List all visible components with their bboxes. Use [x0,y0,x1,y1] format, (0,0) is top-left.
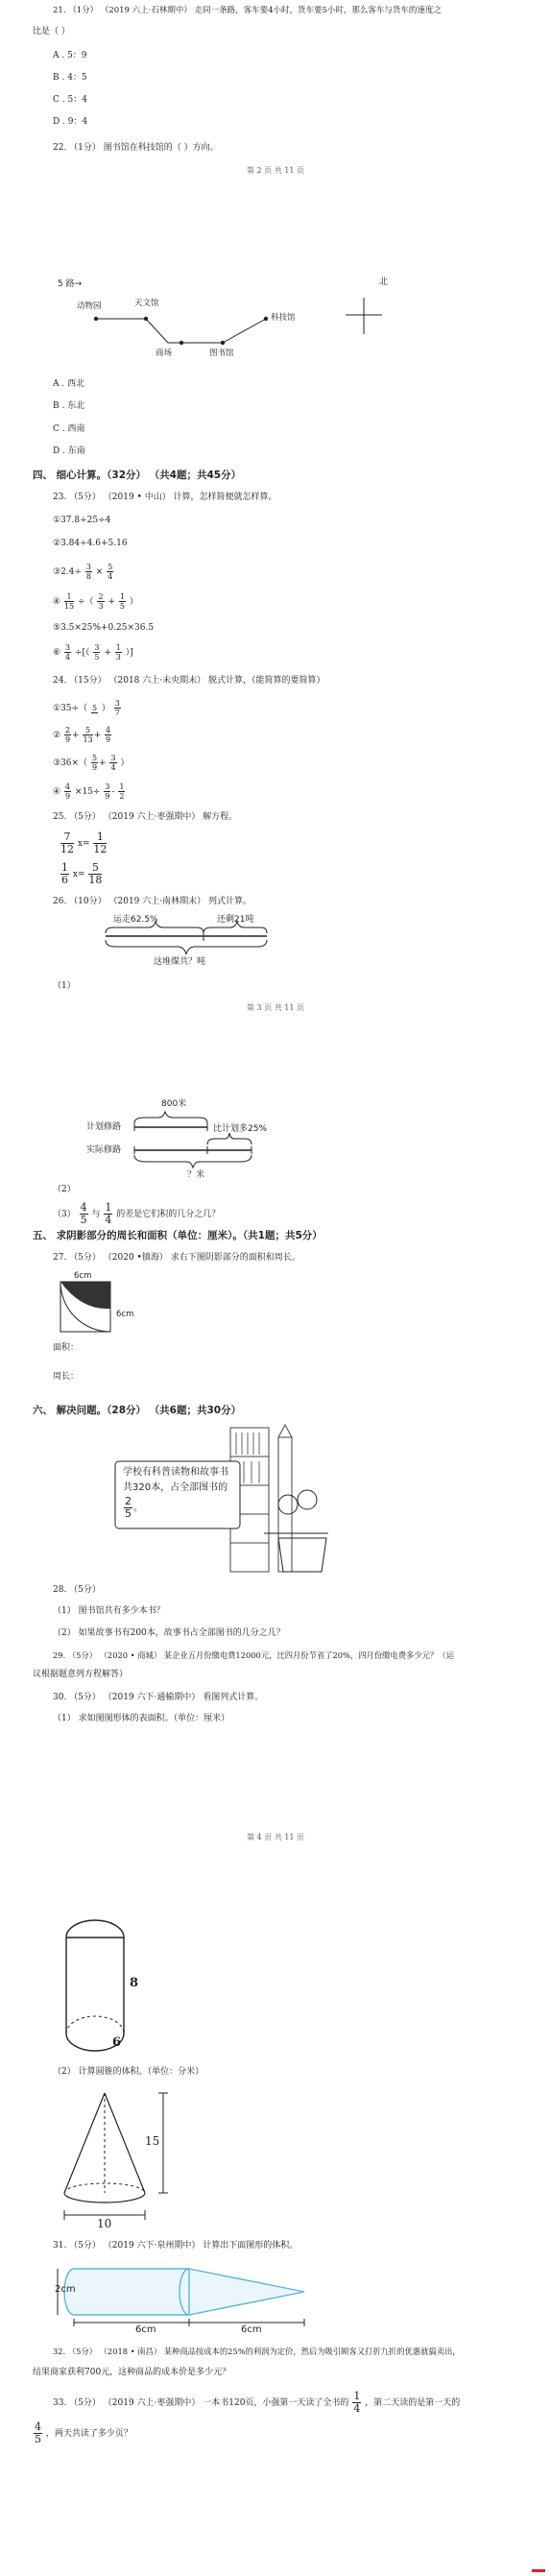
fraction [64,782,71,801]
map-place-zoo: 动物园 [77,301,102,311]
fraction [109,754,116,772]
numerator: 3 [110,754,116,762]
dim-side-label: 6cm [116,1310,134,1319]
operator: ÷（ [78,597,94,607]
q24-item-4: ④ $\frac{4}{9}$ ×15÷ $\frac{3}{9}$ - $\frac{1}{2}$ [53,782,125,801]
road-length-label: 800米 [161,1099,187,1109]
q25-equation-2 [60,862,103,886]
q21-option-a[interactable]: A . 5：9 [53,51,87,60]
map-place-library: 图书馆 [209,349,234,358]
numerator: 5 [91,703,98,712]
fraction [93,831,107,855]
numerator: 1 [119,592,125,601]
q33-line [53,2391,460,2415]
q24-text: 24. （15分） （2018 六上·未央期末） 脱式计算，（能简算的要简算） [53,676,325,686]
numerator: 4 [106,726,111,734]
numerator: 3 [105,782,110,791]
fraction [80,1202,88,1226]
item-prefix: ② [53,731,61,740]
road-diagram-svg [0,1104,551,1191]
denominator: 5 [80,1214,87,1226]
q21-option-c[interactable]: C . 5：4 [53,95,87,105]
q21-line2: 比是（ ） [33,27,70,36]
q33-text-middle: ，第二天读的是第一天的 [365,2398,461,2408]
fraction [105,726,111,744]
denominator: 5 [94,653,100,662]
road-plan-label: 计划修路 [86,1122,122,1132]
operator: ） [120,758,130,768]
q25-text: 25. （5分） （2019 六上·枣强期中） 解方程。 [53,812,238,822]
denominator: 15 [63,602,75,611]
fraction [107,563,113,581]
fraction [64,643,71,662]
item-prefix: （3） [53,1210,76,1219]
item-prefix: ④ [53,787,61,797]
q21-option-d[interactable]: D . 9：4 [53,117,88,127]
q28-text: 28. （5分） [53,1585,101,1595]
q23-item-3 [53,563,114,581]
q28-sub-1: （1） 图书馆共有多少本书？ [53,1606,165,1616]
q26-label-2: （2） [53,1185,76,1194]
denominator: 5 [119,602,125,611]
q23-item-4 [53,592,138,611]
cone-svg [53,2085,197,2229]
cylinder-cone-svg [53,2261,341,2338]
numerator: 1 [119,782,125,791]
fraction [97,592,104,611]
road-total-label: ？米 [187,1170,205,1180]
q25-equation-1 [60,831,108,855]
numerator: 1 [115,643,121,652]
denominator: 12 [60,843,74,855]
denominator: 4 [110,763,116,772]
numerator: 5 [108,563,113,571]
fraction [88,862,102,886]
road-actual-label: 实际修路 [86,1145,122,1155]
fraction [104,1202,112,1226]
fraction [85,563,92,581]
denominator: 5 [125,1507,132,1520]
operator: ） [129,597,138,607]
q26-text: 26. （10分） （2019 六上·南林期末） 列式计算。 [53,897,252,906]
q30-text: 30. （5分） （2019 六下·通榆期中） 看图列式计算。 [53,1693,264,1702]
denominator: 9 [106,735,111,744]
numerator: 5 [91,754,98,762]
fraction [60,831,74,855]
coal-used-label: 运走62.5% [113,915,158,925]
operator: × [95,567,104,577]
q33-text-end: ，两天共读了多少页？ [45,2429,132,2439]
map-place-science-museum: 科技馆 [271,313,296,323]
map-north-label: 北 [379,277,389,287]
q26-label-1: （1） [53,981,76,991]
denominator: 3 [115,653,121,662]
operator: x= [77,839,90,849]
q22-text: 22. （1分） 图书馆在科技馆的（ ）方向。 [53,143,219,153]
cone-length-dim: 6cm [241,2324,262,2335]
numerator: 4 [35,2420,41,2433]
fraction [34,2421,42,2445]
operator: ÷[（ [74,648,90,658]
cone-height-label: 15 [145,2134,160,2148]
fraction [64,592,74,611]
q23-item-3-prefix: ③2.4÷ [53,567,82,577]
section-4-heading: 四、 细心计算。（32分） （共4题；共45分） [33,469,242,481]
coal-left-label: 还剩21吨 [217,915,254,925]
q23-item-5: ⑤3.5×25%+0.25×36.5 [53,623,155,633]
item-prefix: ⑥ [53,648,61,658]
numerator: 1 [93,831,107,844]
half-cylinder-svg [53,1916,158,2060]
denominator: 9 [64,735,71,744]
q32-line1: 32. （5分） （2018 • 南昌） 某种商品按成本的25%的利润为定价，然后为吸引顾客又打折九折的优惠就搞卖出， [53,2347,461,2356]
fraction [91,704,98,713]
denominator: 8 [85,572,91,581]
fraction [115,643,122,662]
numerator: 1 [105,1201,112,1214]
cylinder-height-label: 8 [130,1976,139,1990]
q23-text: 23. （5分） （2019 • 中山） 计算，怎样简便就怎样算。 [53,493,277,502]
denominator: 4 [353,2402,361,2415]
fraction [104,782,110,801]
operator: + [108,597,115,607]
operator: 与 [91,1210,101,1219]
page-footer-2: 第 2 页 共 11 页 [247,166,304,175]
numerator: 4 [80,1201,87,1214]
fraction [119,592,126,611]
q27-area-label: 面积： [53,1343,80,1353]
numerator: 3 [94,643,100,652]
denominator: 9 [105,792,110,801]
q22-option-a[interactable]: A . 西北 [53,379,85,389]
denominator: 4 [105,1214,112,1226]
q29-line1: 29. （5分） （2020 • 商城） 某企业五月份缴电费12000元，比四月份节省了20%，四月份缴电费多少元？（运 [53,1650,454,1660]
bubble-text: 学校有科普读物和故事书共320本，占全部图书的 $\frac{2}{5}$ 。 [123,1467,228,1520]
numerator: 3 [114,699,120,708]
q23-item-1: ①37.8÷25÷4 [53,516,111,525]
denominator: 2 [119,792,125,801]
cylinder-length-dim: 6cm [135,2324,156,2335]
denominator: 4 [64,653,71,662]
q30-sub-1: （1） 求如图图形体的表面积。（单位：厘米） [53,1714,230,1723]
map-scale-label: 5 路→ [58,279,83,289]
road-more-label: 比计划多25% [213,1124,268,1134]
shaded-figure-svg [53,1272,168,1339]
operator: ×15÷ [74,787,101,797]
page-footer-3: 第 3 页 共 11 页 [247,1003,304,1012]
numerator: 5 [88,862,102,875]
page-footer-4: 第 4 页 共 11 页 [247,1833,304,1842]
library-illustration [106,1423,336,1586]
q22-option-d[interactable]: D . 东南 [53,446,85,456]
fraction [93,643,100,662]
operator: ） [101,704,110,713]
map-place-mall: 商场 [156,349,173,358]
coal-diagram [0,912,551,989]
item-suffix: 的差是它们积的几分之几？ [116,1210,221,1219]
q31-text: 31. （5分） （2019 六下·泉州期中） 计算出下面图形的体积。 [53,2241,299,2251]
direction-map [0,259,551,365]
numerator: 2 [64,726,71,734]
q27-text: 27. （5分） （2020 •镇海） 求右下图阴影部分的面积和周长。 [53,1253,300,1263]
denominator: 6 [61,874,68,886]
q28-sub-2: （2） 如果故事书有200本，故事书占全部图书的几分之几？ [53,1628,285,1638]
numerator: 2 [125,1495,132,1507]
cone-figure [53,2085,197,2229]
operator: + [104,648,111,658]
fraction [83,726,92,744]
denominator: 18 [88,874,103,886]
q21-line1: 21. （1分） （2019 六上·石林期中） 走同一条路，客车要4小时，货车要5小时，那么客车与货车的速度之 [53,6,442,15]
cylinder-cone-figure [53,2261,341,2338]
q33-text-start: 33. （5分） （2019 六上·枣强期中） 一本书120页，小强第一天读了全书的 [53,2398,349,2408]
bubble-text-body: 学校有科普读物和故事书共320本，占全部图书的 [123,1467,228,1493]
numerator: 4 [64,782,71,791]
q27-perimeter-label: 周长： [53,1372,80,1382]
numerator: 1 [353,2390,361,2402]
denominator: 9 [64,792,71,801]
cylinder-diameter-label: 6 [112,2035,122,2050]
q32-line2: 结果商家获利700元，这种商品的成本价是多少元？ [33,2368,231,2377]
dim-top-label: 6cm [74,1271,92,1281]
denominator: 4 [108,572,113,581]
q23-item-6 [53,643,133,662]
cylinder-diameter-dim: 2cm [55,2284,76,2295]
denominator: 9 [91,763,98,772]
q33-line-2 [33,2421,132,2445]
half-cylinder-figure [53,1916,158,2060]
section-6-heading: 六、 解决问题。（28分） （共6题；共30分） [33,1405,242,1416]
numerator: 3 [64,643,71,652]
shaded-figure [53,1272,168,1339]
q21-option-b[interactable]: B . 4：5 [53,73,87,83]
fraction [91,754,98,772]
map-place-planetarium: 天文馆 [134,299,159,308]
operator: ）] [125,648,133,658]
item-prefix: ④ [53,597,61,607]
coal-total-label: 这堆煤共？吨 [154,957,206,967]
red-corner-mark [532,2569,545,2572]
numerator: 7 [60,831,74,844]
denominator: 5 [35,2433,41,2445]
q22-option-b[interactable]: B . 东北 [53,401,85,411]
numerator: 3 [85,563,91,571]
fraction [60,862,69,886]
section-5-heading: 五、 求阴影部分的周长和面积（单位：厘米）。（共1题；共5分） [33,1230,323,1241]
q29-line2: 议根据题意列方程解答） [33,1670,129,1679]
denominator: 12 [93,843,108,855]
q24-item-1 [53,699,122,717]
item-prefix: ③36×（ [53,758,88,768]
fraction [118,782,125,801]
fraction [124,1496,132,1520]
q22-option-c[interactable]: C . 西南 [53,424,85,434]
q23-item-2: ②3.84÷4.6+5.16 [53,539,128,548]
fraction [64,726,71,744]
fraction [352,2391,361,2415]
numerator: 1 [61,861,68,874]
road-diagram [0,1099,551,1191]
operator: x= [72,870,85,879]
q30-sub-2: （2） 计算圆锥的体积。（单位：分米） [53,2067,204,2077]
q24-item-2: ② $\frac{2}{9}$ + $\frac{5}{13}$ + $\frac{4}{9}$ [53,726,111,744]
denominator: 3 [98,602,104,611]
numerator: 1 [64,592,74,602]
denominator: 7 [114,709,120,717]
numerator: 5 [83,726,92,735]
denominator: 13 [83,735,93,744]
q26-item-3 [53,1202,220,1226]
item-prefix: ①35÷（ [53,704,88,713]
fraction [114,699,121,717]
numerator: 2 [98,592,104,601]
coal-diagram-svg [0,912,551,989]
q24-item-3: ③36×（ $\frac{5}{9}$ + $\frac{3}{4}$ ） [53,754,130,772]
cone-diameter-label: 10 [97,2217,112,2230]
